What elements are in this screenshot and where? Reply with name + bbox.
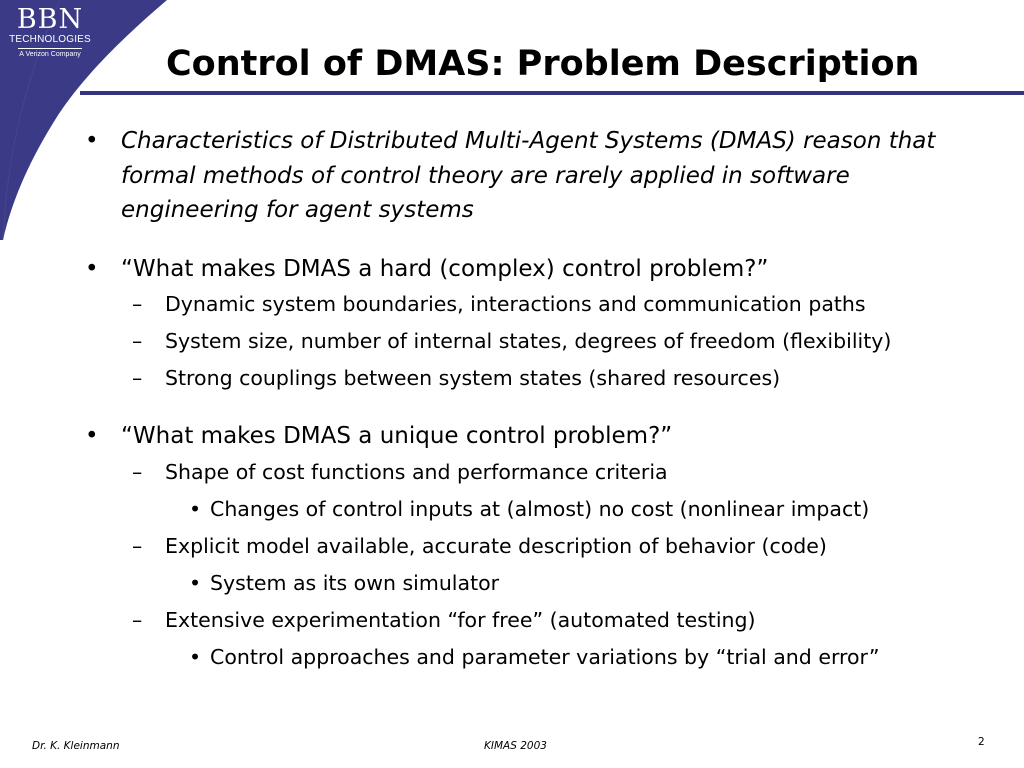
bullet-text: Characteristics of Distributed Multi-Agent Systems (DMAS) reason that formal methods of control theory are rarely applied in software engineering for agent systems	[121, 128, 936, 223]
slide-title: Control of DMAS: Problem Description	[166, 44, 920, 84]
dash-marker: –	[132, 292, 143, 316]
sub-bullet-item	[85, 360, 1005, 397]
footer-author: Dr. K. Kleinmann	[32, 740, 120, 752]
logo-mark: BBN	[16, 4, 84, 35]
sub-bullet-item	[85, 323, 1005, 360]
sub-bullet-item	[85, 454, 1005, 491]
sub-sub-bullet-item	[85, 491, 1005, 528]
bullet-marker: •	[85, 255, 99, 282]
sub-bullet-item	[85, 528, 1005, 565]
sub-bullet-item	[85, 286, 1005, 323]
logo-subtitle: TECHNOLOGIES	[9, 34, 91, 45]
bullet-item	[85, 419, 1005, 454]
bullet-item	[85, 252, 1005, 287]
page-number: 2	[978, 736, 985, 748]
dash-marker: –	[132, 459, 143, 484]
sub-bullet-item	[85, 602, 1005, 639]
bullet-marker: •	[85, 423, 99, 449]
bullet-text: “What makes DMAS a unique control problem?”	[121, 423, 673, 449]
sub-bullet-text: Extensive experimentation “for free” (automated testing)	[165, 607, 756, 632]
sub-sub-bullet-item	[85, 565, 1005, 602]
dash-marker: –	[132, 366, 143, 390]
sub-sub-bullet-item	[85, 639, 1005, 676]
sub-bullet-text: Dynamic system boundaries, interactions and communication paths	[165, 292, 866, 316]
dash-marker: –	[132, 329, 143, 353]
bullet-text: “What makes DMAS a hard (complex) control problem?”	[121, 255, 769, 282]
sub-bullet-text: System size, number of internal states, degrees of freedom (flexibility)	[165, 329, 892, 353]
dash-marker: –	[132, 533, 143, 558]
bullet-marker: •	[189, 496, 202, 521]
sub-sub-bullet-text: System as its own simulator	[210, 570, 500, 595]
title-underline	[80, 91, 1024, 95]
logo-divider	[18, 48, 82, 49]
sub-sub-bullet-text: Changes of control inputs at (almost) no cost (nonlinear impact)	[210, 496, 870, 521]
sub-bullet-text: Explicit model available, accurate description of behavior (code)	[165, 533, 827, 558]
sub-sub-bullet-text: Control approaches and parameter variations by “trial and error”	[210, 644, 880, 669]
company-logo	[8, 6, 92, 59]
bullet-item	[85, 124, 981, 228]
logo-tagline: A Verizon Company	[19, 51, 81, 58]
sub-bullet-text: Strong couplings between system states (shared resources)	[165, 366, 781, 390]
footer-venue: KIMAS 2003	[484, 740, 547, 752]
bullet-marker: •	[189, 570, 202, 595]
bullet-marker: •	[189, 644, 202, 669]
dash-marker: –	[132, 607, 143, 632]
bullet-marker: •	[85, 128, 99, 154]
slide-body	[85, 124, 1005, 676]
sub-bullet-text: Shape of cost functions and performance criteria	[165, 459, 668, 484]
